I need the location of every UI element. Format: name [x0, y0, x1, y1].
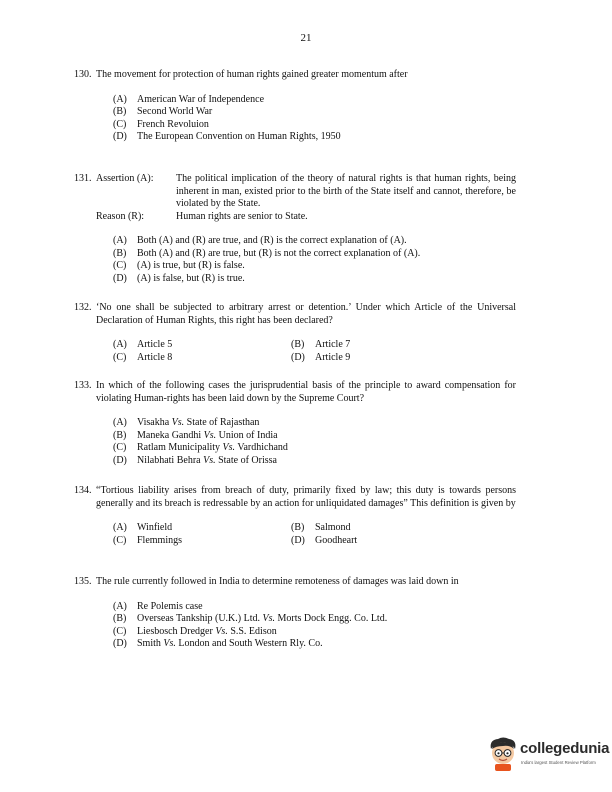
option: (C) Article 8	[113, 351, 173, 363]
option: (D) Smith Vs. London and South Western Rly. Co.	[113, 638, 323, 650]
page-number: 21	[300, 32, 312, 44]
option: (C) French Revoluion	[113, 118, 209, 130]
option: (D) Article 9	[291, 351, 351, 363]
options-list	[96, 601, 516, 651]
mascot-icon	[486, 736, 520, 772]
option: (A) Visakha Vs. State of Rajasthan	[113, 417, 260, 428]
option: (C) Ratlam Municipality Vs. Vardhichand	[113, 442, 288, 454]
question-number: 135.	[74, 576, 92, 587]
question-number: 130.	[74, 69, 92, 80]
question-134	[74, 485, 516, 547]
question-135	[74, 576, 516, 651]
option: (B) Overseas Tankship (U.K.) Ltd. Vs. Morts Dock Engg. Co. Ltd.	[113, 613, 388, 625]
option: (A) Re Polemis case	[113, 600, 203, 612]
option: (A) Article 5	[113, 339, 173, 350]
option: (C) (A) is true, but (R) is false.	[113, 260, 245, 272]
option: (A) Both (A) and (R) are true, and (R) is the correct explanation of (A).	[113, 235, 407, 246]
question-stem: In which of the following cases the jurisprudential basis of the principle to award compensation for violating Human-rights has been laid down by the Supreme Court?	[96, 380, 516, 404]
option: (C) Liesbosch Dredger Vs. S.S. Edison	[113, 625, 277, 637]
question-number: 134.	[74, 485, 92, 496]
option: (D) Goodheart	[291, 534, 358, 546]
assertion-label: Assertion (A):	[96, 173, 154, 184]
option: (A) American War of Independence	[113, 93, 265, 105]
question-stem: The rule currently followed in India to determine remoteness of damages was laid down in	[96, 576, 459, 587]
option: (B) Maneka Gandhi Vs. Union of India	[113, 429, 278, 441]
reason-text: Human rights are senior to State.	[176, 210, 308, 222]
option: (C) Flemmings	[113, 534, 183, 546]
question-stem: “Tortious liability arises from breach of duty, primarily fixed by law; this duty is towards persons generally and its breach is redressable by an action for unliquidated damages” This definition is given by	[96, 485, 516, 509]
question-stem: ‘No one shall be subjected to arbitrary arrest or detention.’ Under which Article of the Universal Declaration of Human Rights, this right has been declared?	[96, 302, 516, 326]
options-grid	[96, 339, 516, 364]
question-stem: The movement for protection of human rights gained greater momentum after	[96, 69, 408, 80]
options-grid	[96, 522, 516, 547]
reason	[96, 211, 516, 224]
option: (D) Nilabhati Behra Vs. State of Orissa	[113, 454, 277, 466]
logo-name: collegedunia	[520, 740, 610, 757]
option: (B) Both (A) and (R) are true, but (R) is not the correct explanation of (A).	[113, 247, 421, 259]
options-list	[96, 417, 516, 467]
option: (A) Winfield	[113, 522, 173, 533]
question-number: 132.	[74, 302, 92, 313]
option: (B) Salmond	[291, 522, 351, 533]
question-130	[74, 69, 516, 144]
question-132	[74, 302, 516, 364]
question-133	[74, 380, 516, 467]
option: (D) The European Convention on Human Rights, 1950	[113, 131, 341, 143]
option: (D) (A) is false, but (R) is true.	[113, 272, 245, 284]
options-list	[96, 94, 516, 144]
reason-label: Reason (R):	[96, 210, 145, 222]
question-number: 133.	[74, 380, 92, 391]
option: (B) Article 7	[291, 339, 351, 350]
assertion-text: The political implication of the theory of natural rights is that human rights, being inherent in man, existed prior to the birth of the State itself and cannot, therefore, be violated by the State.	[176, 173, 516, 209]
question-number: 131.	[74, 173, 92, 184]
assertion	[96, 173, 516, 211]
options-list	[96, 235, 516, 285]
collegedunia-logo	[486, 736, 610, 776]
option: (B) Second World War	[113, 106, 213, 118]
logo-tagline: India's largest Student Review Platform	[521, 760, 596, 765]
question-131	[74, 173, 516, 285]
